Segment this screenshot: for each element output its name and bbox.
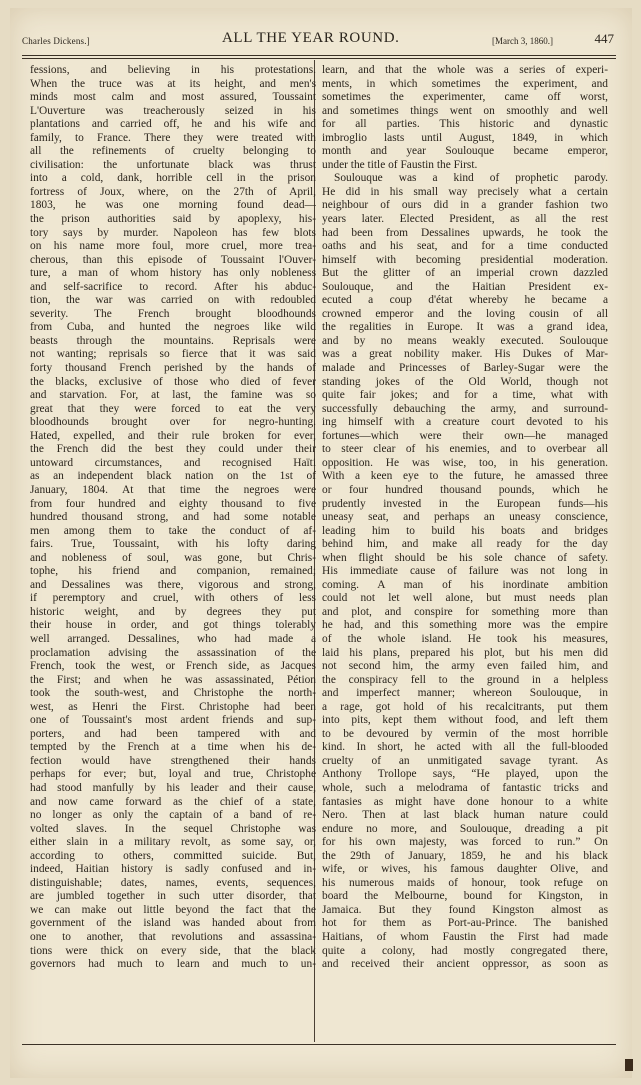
text-line: and self-sacrifice to record. After his abduc- (30, 280, 316, 293)
text-line: oaths and his seat, and for a time conducted (322, 240, 608, 253)
page-corner-mark (625, 1059, 633, 1071)
text-line: laid his plans, prepared his plot, but his men did (322, 646, 608, 659)
text-line: took the south-west, and Christophe the north- (30, 687, 316, 700)
text-line: beasts through the mountains. Reprisals were (30, 334, 316, 347)
text-line: wife, or wives, his famous daughter Olive, and (322, 863, 608, 876)
text-line: tophe, his friend and companion, remained; (30, 565, 316, 578)
text-line: standing jokes of the Old World, though not (322, 375, 608, 388)
text-line: behind him, and make all ready for the day (322, 538, 608, 551)
text-line: when flight should be his sole chance of safety. (322, 551, 608, 564)
text-line: But the glitter of an imperial crown dazzled (322, 267, 608, 280)
text-line: crowned emperor and the loving cousin of all (322, 307, 608, 320)
text-line: himself with becoming presidential moderation. (322, 253, 608, 266)
text-line: if peremptory and cruel, with others of less (30, 592, 316, 605)
running-author: Charles Dickens.] (22, 36, 90, 46)
text-line: bloodhounds brought over for negro-hunting. (30, 416, 316, 429)
text-line: well arranged. Dessalines, who had made a (30, 632, 316, 645)
text-line: volted slaves. In the sequel Christophe was (30, 822, 316, 835)
left-column (30, 64, 316, 1040)
text-line: no longer as only the captain of a band of re- (30, 809, 316, 822)
text-line: fairs. True, Toussaint, with his lofty daring (30, 538, 316, 551)
text-line: on his name more foul, more cruel, more trea- (30, 240, 316, 253)
text-line: had been from Dessalines upwards, he took the (322, 226, 608, 239)
text-line: coming. A man of his inordinate ambition (322, 578, 608, 591)
text-line: He did in his small way precisely what a certain (322, 185, 608, 198)
text-line: ecuted a coup d'état whereby he became a (322, 294, 608, 307)
text-line: not wanting; reprisals so fierce that it was said (30, 348, 316, 361)
footer-rule (22, 1044, 616, 1045)
header-rule-double (22, 58, 616, 59)
text-line: for his own majesty, was forced to run.” On (322, 836, 608, 849)
text-line: quite a colony, had mostly congregated there, (322, 944, 608, 957)
text-line: cherous, than this episode of Toussaint l'Ouver- (30, 253, 316, 266)
text-line: With a keen eye to the future, he amassed three (322, 470, 608, 483)
text-line: according to others, committed suicide. But, (30, 849, 316, 862)
text-line: their house in order, and got things tolerably (30, 619, 316, 632)
text-line: hot for them as Port-au-Prince. The banished (322, 917, 608, 930)
text-line: could not let well alone, but must needs plan (322, 592, 608, 605)
text-line: the regalities in Europe. It was a grand idea, (322, 321, 608, 334)
text-line: and received their ancient oppressor, as soon as (322, 958, 608, 971)
text-line: his numerous maids of honour, took refuge on (322, 876, 608, 889)
text-line: from Cuba, and hunted the negroes like wild (30, 321, 316, 334)
right-column (322, 64, 608, 1040)
text-line: ture, a man of whom history has only nobleness (30, 267, 316, 280)
text-line: family, to France. There they were treated with (30, 131, 316, 144)
text-line: tion, the war was carried on with redoubled (30, 294, 316, 307)
journal-title: ALL THE YEAR ROUND. (222, 30, 400, 46)
text-line: fortress of Joux, where, on the 27th of April, (30, 185, 316, 198)
text-line: 1803, he was one morning found dead— (30, 199, 316, 212)
text-line: all the refinements of cruelty belonging to (30, 145, 316, 158)
text-line: the French did the best they could under their (30, 443, 316, 456)
text-line: proclamation advising the assassination of the (30, 646, 316, 659)
text-line: government of the island was handed about from (30, 917, 316, 930)
text-line: whole, such a melodrama of fantastic tricks and (322, 781, 608, 794)
text-line: French, took the west, or French side, as Jacques (30, 660, 316, 673)
text-line: and Dessalines was there, vigorous and strong, (30, 578, 316, 591)
text-line: prudently invested in the European funds—his (322, 497, 608, 510)
text-line: historic weight, and by degrees they put (30, 605, 316, 618)
text-line: malade and Princesses of Barley-Sugar were the (322, 362, 608, 375)
text-line: and now came forward as the chief of a state, (30, 795, 316, 808)
text-line: neighbour of ours did in a grander fashion two (322, 199, 608, 212)
text-line: and plot, and conspire for something more than (322, 605, 608, 618)
text-line: not second him, the army even failed him, and (322, 660, 608, 673)
text-line: one of Toussaint's most ardent friends and sup- (30, 714, 316, 727)
text-line: or four hundred thousand pounds, which he (322, 483, 608, 496)
text-line: under the title of Faustin the First. (322, 158, 478, 171)
text-line: the 29th of January, 1859, he and his black (322, 849, 608, 862)
page-number: 447 (594, 31, 614, 46)
text-line: the prison authorities said by apoplexy, his- (30, 213, 316, 226)
text-line: was a great nobility maker. His Dukes of Mar- (322, 348, 608, 361)
text-line: tempted by the French at a time when his de- (30, 741, 316, 754)
text-line: Jamaica. But they found Kingston almost as (322, 903, 608, 916)
text-line: ments, in which sometimes the experiment, and (322, 77, 608, 90)
text-line: west, as Henri the First. Christophe had been (30, 700, 316, 713)
text-line: and starvation. For, at last, the famine was so (30, 389, 316, 402)
text-line: one to another, that revolutions and assassina- (30, 931, 316, 943)
text-line: board the Melbourne, bound for Kingston, in (322, 890, 608, 903)
text-line: and imperfect manner; whereon Soulouque, in (322, 687, 608, 700)
text-line: fantasies as might have done honour to a white (322, 795, 608, 808)
text-line: and nobleness of soul, was gone, but Chris- (30, 551, 316, 564)
text-line: tory says by murder. Napoleon has few blots (30, 226, 316, 239)
text-line: a rage, got hold of his recalcitrants, put them (322, 700, 608, 713)
text-line: Anthony Trollope says, “He played, upon the (322, 768, 608, 781)
text-line: month and year Soulouque became emperor, (322, 145, 608, 158)
text-line: cruelty of an unmitigated savage tyrant. As (322, 754, 608, 767)
text-line: Nero. Then at last black human nature could (322, 809, 608, 822)
text-line: opposition. He was wise, too, in his generation. (322, 456, 608, 469)
text-line: forty thousand French perished by the hands of (30, 362, 316, 375)
text-line: porters, and had been tampered with and (30, 727, 316, 740)
text-line: from four hundred and eighty thousand to five (30, 497, 316, 510)
text-line: and by no means weakly executed. Soulouque (322, 334, 608, 347)
text-line: into a cold, dank, horrible cell in the prison (30, 172, 316, 185)
text-line: he had, and this something more was the empire (322, 619, 608, 632)
text-line: to steer clear of his enemies, and to overbear all (322, 443, 608, 456)
text-line: severity. The French brought bloodhounds (30, 307, 316, 320)
text-line: years later. Elected President, as all the rest (322, 213, 608, 226)
text-line: sometimes the experimenter, came off worst, (322, 91, 608, 104)
text-line: When the truce was at its height, and men's (30, 77, 316, 90)
text-line: untoward circumstances, and recognised Haïti (30, 456, 316, 469)
text-line: tions were thick on every side, that the black (30, 944, 316, 957)
text-line: we can make out little beyond the fact that the (30, 903, 316, 916)
text-line: fection would have strengthened their hands (30, 754, 316, 767)
text-line: for all parties. This historic and dynastic (322, 118, 608, 131)
text-line: into pits, kept them without food, and left them (322, 714, 608, 727)
text-line: fessions, and believing in his protestations. (30, 64, 316, 76)
text-line: as an independent black nation on the 1st of (30, 470, 316, 483)
text-line: Soulouque, and the Haitian President ex- (322, 280, 608, 293)
text-line: great that they were forced to eat the very (30, 402, 316, 415)
text-line: ing himself with a creature court devoted to his (322, 416, 608, 429)
text-line: had stood manfully by his leader and their cause, (30, 781, 316, 794)
text-line: uneasy seat, and perhaps an uneasy conscience, (322, 511, 608, 524)
text-line: governors had much to learn and much to un- (30, 958, 316, 971)
text-line: fortunes—which were their own—he managed (322, 429, 608, 442)
text-line: imbroglio lasts until August, 1849, in which (322, 131, 608, 144)
header-rule (22, 55, 616, 56)
text-line: perhaps for ever; but, loyal and true, Christophe (30, 768, 316, 781)
text-line: either slain in a military revolt, as some say, or, (30, 836, 316, 849)
text-line: January, 1804. At that time the negroes were (30, 483, 316, 496)
text-line: minds most calm and most assured, Toussaint (30, 91, 316, 104)
text-line: Haitians, of whom Faustin the First had made (322, 931, 608, 943)
text-line: men among them to take the conduct of af- (30, 524, 316, 537)
text-line: plantations and carried off, he and his wife and (30, 118, 316, 131)
text-line: of the whole island. He took his measures, (322, 632, 608, 645)
text-line: Soulouque was a kind of prophetic parody. (334, 172, 608, 185)
text-line: hundred thousand strong, and had some notable (30, 511, 316, 524)
text-line: the First; and when he was assassinated, Pétion (30, 673, 316, 686)
text-line: kind. In short, he acted with all the full-blooded (322, 741, 608, 754)
text-line: learn, and that the whole was a series of experi- (322, 64, 608, 76)
text-line: the blacks, exclusive of those who died of fever (30, 375, 316, 388)
issue-date: [March 3, 1860.] (492, 36, 553, 46)
text-line: distinguishable; dates, names, events, sequences, (30, 876, 316, 889)
text-line: L'Ouverture was treacherously seized in his (30, 104, 316, 117)
text-line: are jumbled together in such utter disorder, that (30, 890, 316, 903)
text-line: quite fair jokes; and for a time, what with (322, 389, 608, 402)
text-line: successfully debauching the army, and surround- (322, 402, 608, 415)
text-line: endure no more, and Soulouque, dreading a pit (322, 822, 608, 835)
text-line: Hated, expelled, and their rule broken for ever, (30, 429, 316, 442)
running-header (22, 30, 614, 52)
text-line: His immediate cause of failure was not long in (322, 565, 608, 578)
text-line: indeed, Haitian history is sadly confused and in- (30, 863, 316, 876)
text-line: the conspiracy fell to the ground in a helpless (322, 673, 608, 686)
text-line: to be devoured by vermin of the most horrible (322, 727, 608, 740)
text-line: civilisation: the unfortunate black was thrust (30, 158, 316, 171)
text-line: and sometimes things went on smoothly and well (322, 104, 608, 117)
text-line: leading him to build his boats and bridges (322, 524, 608, 537)
